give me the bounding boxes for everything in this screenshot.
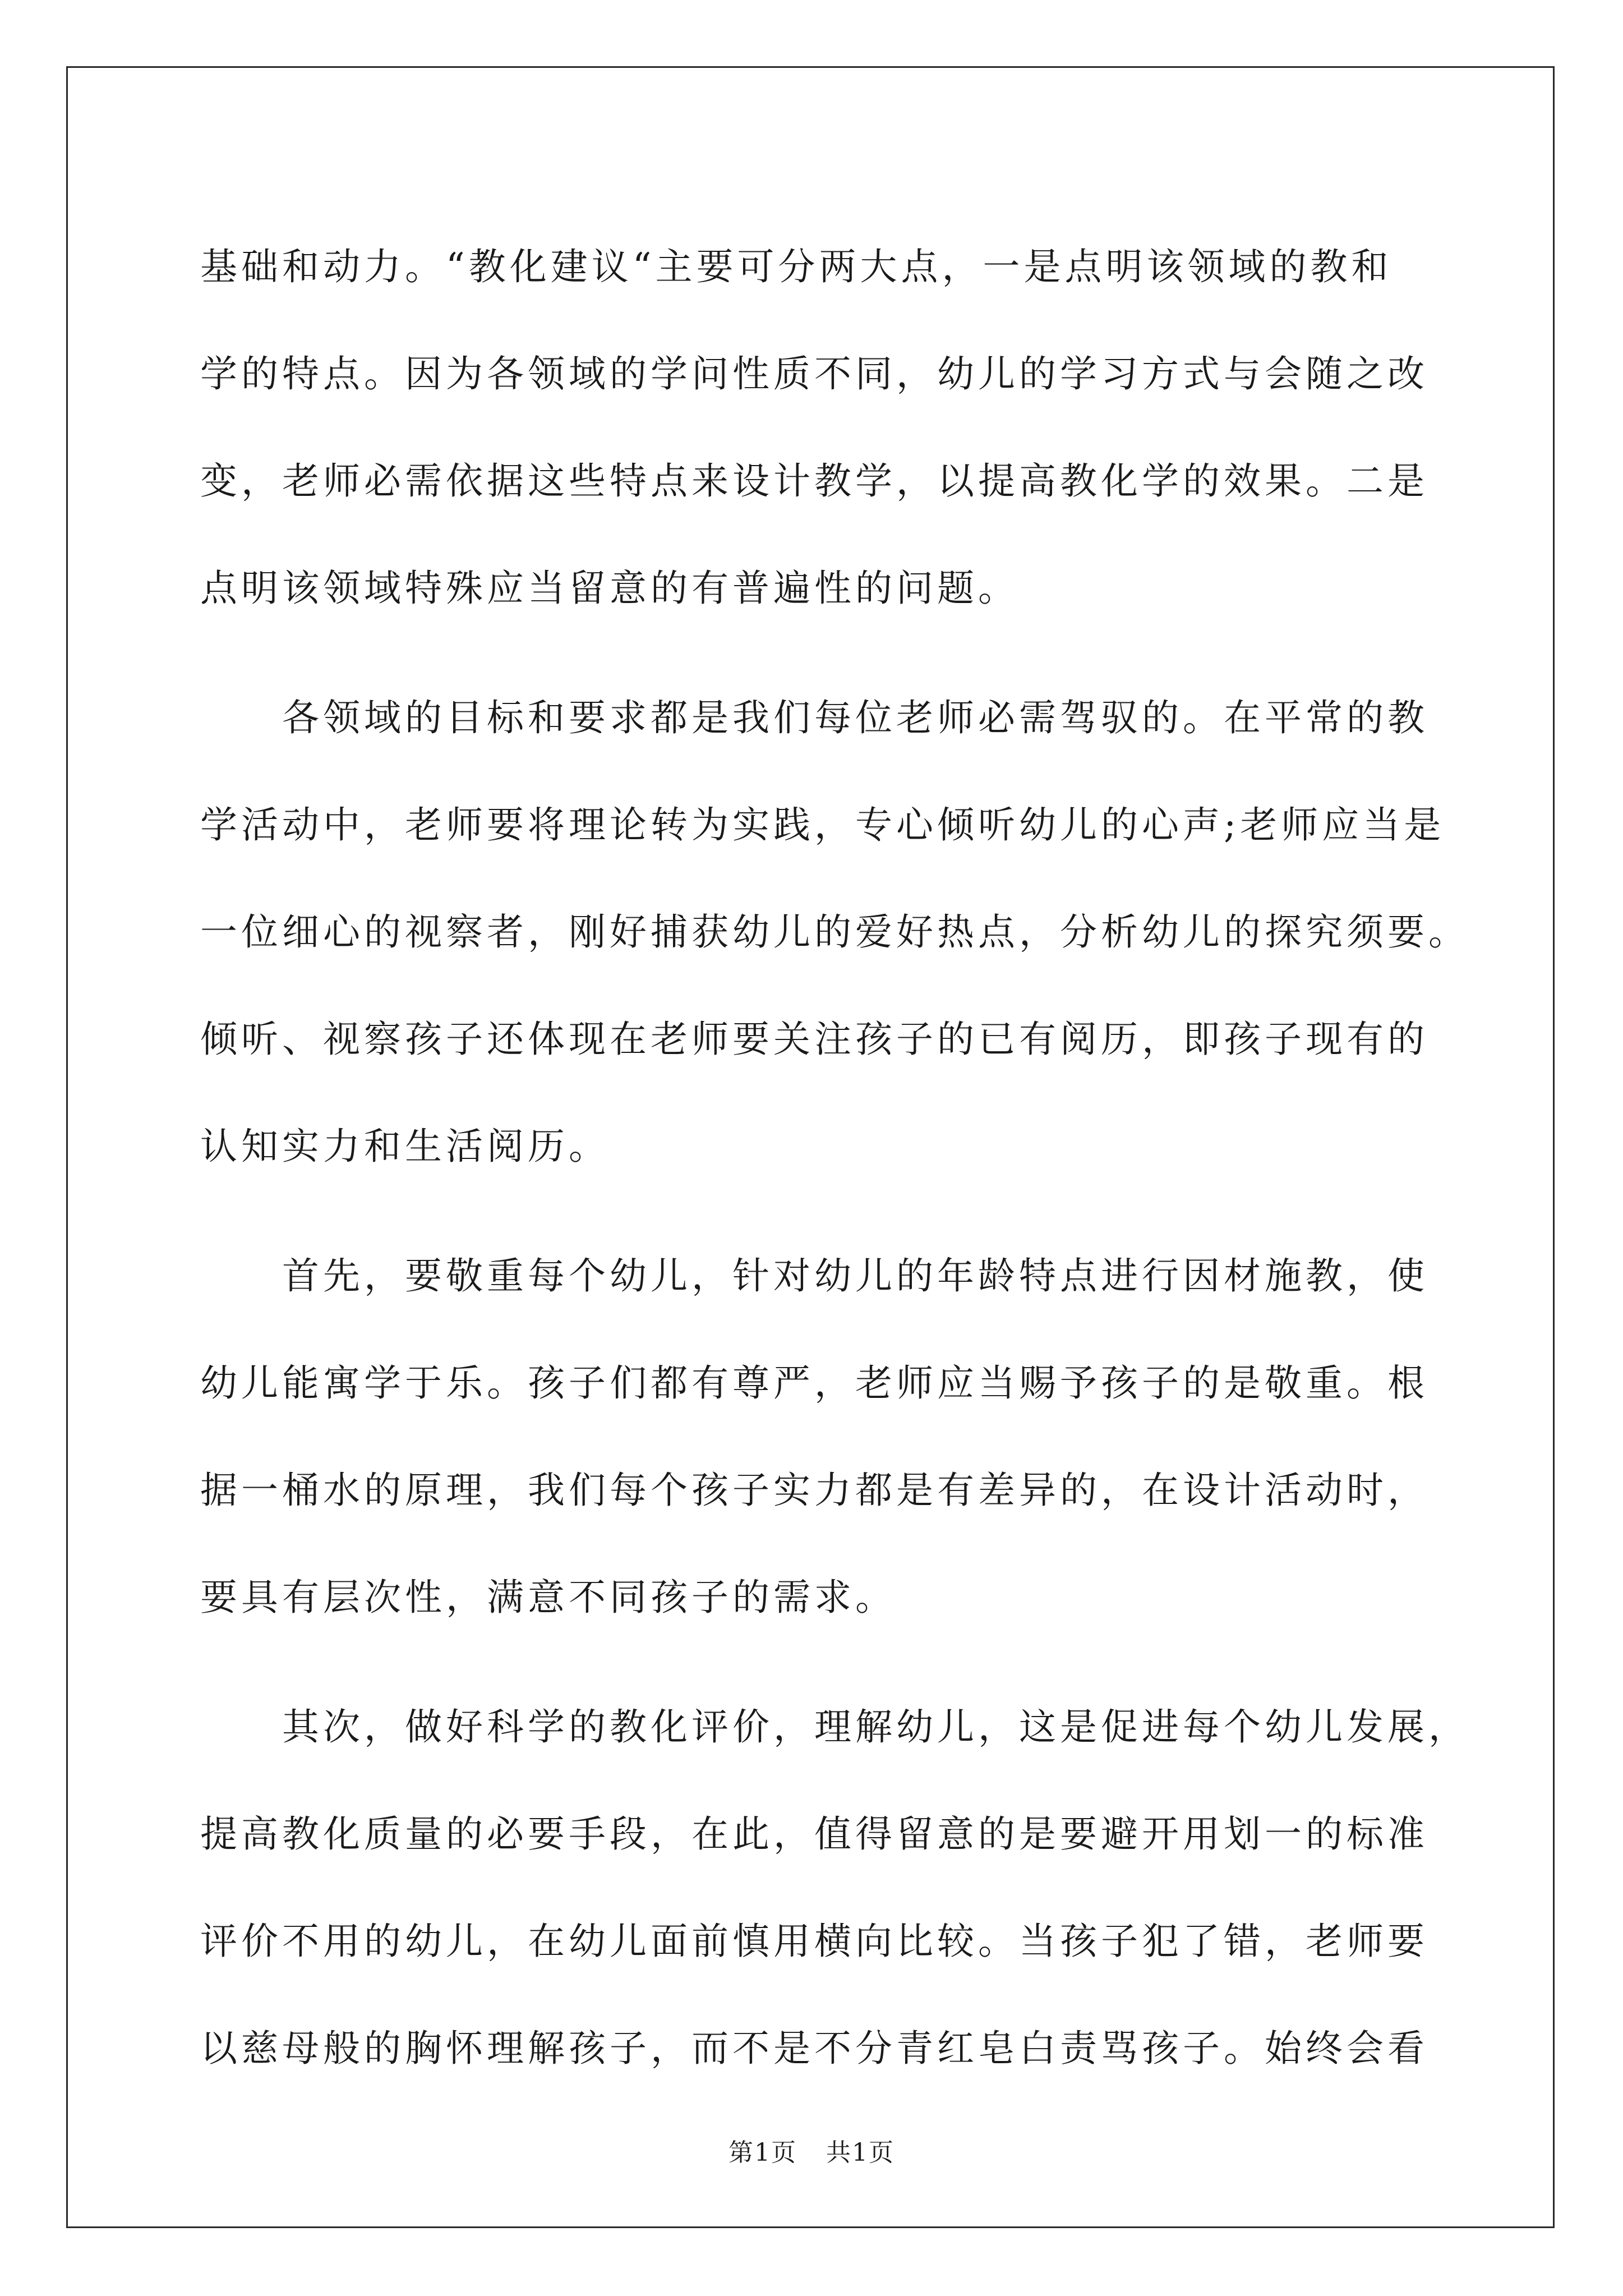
text-line: 学的特点。因为各领域的学问性质不同，幼儿的学习方式与会随之改 [200,352,1428,395]
text-line: 提高教化质量的必要手段，在此，值得留意的是要避开用划一的标准 [200,1812,1428,1856]
text-line: 认知实力和生活阅历。 [200,1125,610,1168]
text-line: 据一桶水的原理，我们每个孩子实力都是有差异的，在设计活动时， [200,1469,1428,1512]
paragraph [200,664,1469,1200]
text-line: 评价不用的幼儿，在幼儿面前慎用横向比较。当孩子犯了错，老师要 [200,1920,1428,1963]
text-line: 以慈母般的胸怀理解孩子，而不是不分青红皂白责骂孩子。始终会看 [200,2027,1428,2070]
paragraph [200,213,1428,642]
text-line: 基础和动力。“教化建议“主要可分两大点，一是点明该领域的教和 [200,245,1393,288]
text-line: 变，老师必需依据这些特点来设计教学，以提高教化学的效果。二是 [200,459,1428,503]
page-number-current: 第1页 [728,2138,797,2167]
text-line: 其次，做好科学的教化评价，理解幼儿，这是促进每个幼儿发展， [282,1705,1469,1749]
document-body [200,213,1469,2102]
text-line: 要具有层次性，满意不同孩子的需求。 [200,1576,896,1619]
text-line: 幼儿能寓学于乐。孩子们都有尊严，老师应当赐予孩子的是敬重。根 [200,1361,1428,1405]
page-number-total: 共1页 [826,2138,895,2167]
text-line: 倾听、视察孩子还体现在老师要关注孩子的已有阅历，即孩子现有的 [200,1018,1428,1061]
text-line: 学活动中，老师要将理论转为实践，专心倾听幼儿的心声;老师应当是 [200,803,1445,846]
text-line: 各领域的目标和要求都是我们每位老师必需驾驭的。在平常的教 [282,696,1428,739]
paragraph [200,1222,1428,1651]
page-footer [0,2136,1623,2170]
paragraph [200,1673,1469,2102]
text-line: 一位细心的视察者，刚好捕获幼儿的爱好热点，分析幼儿的探究须要。 [200,910,1469,954]
text-line: 首先，要敬重每个幼儿，针对幼儿的年龄特点进行因材施教，使 [282,1254,1428,1297]
text-line: 点明该领域特殊应当留意的有普遍性的问题。 [200,567,1019,610]
